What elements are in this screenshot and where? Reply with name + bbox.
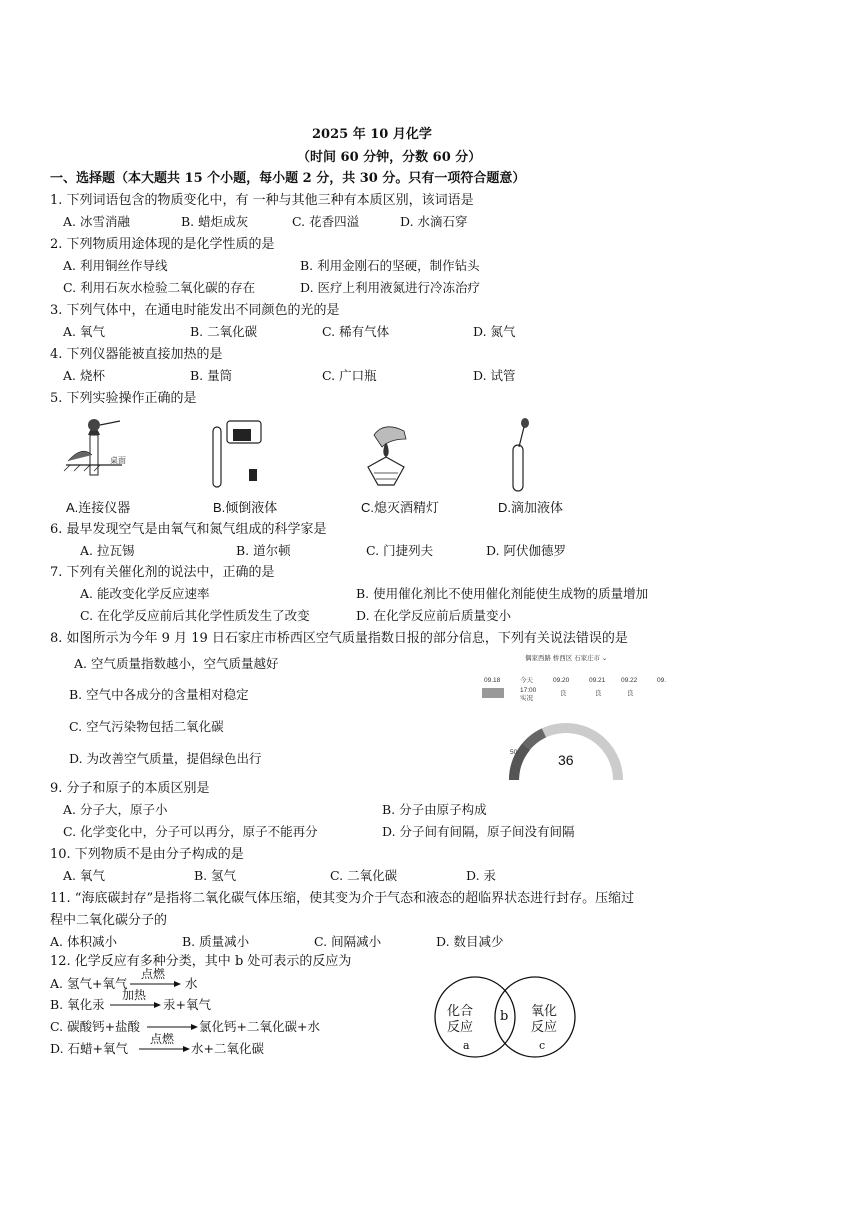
option-b: B. 氢气 <box>194 868 237 883</box>
option-c: C. 广口瓶 <box>322 368 377 383</box>
option-a: A. 分子大，原子小 <box>63 802 168 817</box>
option-b: B. 蜡炬成灰 <box>181 214 249 229</box>
section-heading: 一、选择题（本大题共 15 个小题，每小题 2 分，共 30 分。只有一项符合题意） <box>50 171 526 186</box>
page-title: 2025 年 10 月化学 <box>312 127 432 142</box>
gauge-tick-label: 50 <box>510 749 518 756</box>
day-label: 09.22 <box>621 677 638 684</box>
option-a: A. 能改变化学反应速率 <box>80 586 210 601</box>
question-stem: 4. 下列仪器能被直接加热的是 <box>50 347 223 362</box>
option-b: B. 使用催化剂比不使用催化剂能使生成物的质量增加 <box>356 586 649 601</box>
question-stem: 2. 下列物质用途体现的是化学性质的是 <box>50 237 275 252</box>
option-a: A. 氢气+氧气 <box>50 976 128 991</box>
day-label: 09.21 <box>589 677 606 684</box>
option-d: D. 阿伏伽德罗 <box>486 543 567 558</box>
question-stem-continued: 程中二氧化碳分子的 <box>50 913 168 928</box>
option-d: D.滴加液体 <box>498 500 564 515</box>
option-b: B.倾倒液体 <box>213 500 278 515</box>
day-label: 09.18 <box>484 677 501 684</box>
day-status: 实况 <box>520 695 533 702</box>
option-b: B. 利用金刚石的坚硬，制作钻头 <box>300 258 480 273</box>
option-d: D. 石蜡+氧气 <box>50 1041 128 1056</box>
question-stem: 5. 下列实验操作正确的是 <box>50 391 197 406</box>
reaction-product: 水+二氧化碳 <box>191 1041 264 1056</box>
reaction-arrow <box>139 1045 191 1053</box>
reaction-condition: 点燃 <box>150 1032 175 1046</box>
option-b: B. 空气中各成分的含量相对稳定 <box>69 687 249 702</box>
connect-apparatus-figure <box>62 415 132 490</box>
option-c: C. 利用石灰水检验二氧化碳的存在 <box>63 280 256 295</box>
option-b: B. 二氧化碳 <box>190 324 258 339</box>
option-d: D. 在化学反应前后质量变小 <box>356 608 512 623</box>
option-d: D. 医疗上利用液氮进行冷冻治疗 <box>300 280 481 295</box>
day-label: 09. <box>657 677 667 684</box>
option-c: C. 在化学反应前后其化学性质发生了改变 <box>80 608 310 623</box>
option-c: C. 二氧化碳 <box>330 868 398 883</box>
option-d: D. 数目减少 <box>436 934 504 949</box>
option-d: D. 氮气 <box>473 324 516 339</box>
question-stem: 1. 下列词语包含的物质变化中，有 一种与其他三种有本质区别，该词语是 <box>50 193 474 208</box>
option-a: A. 氧气 <box>63 868 105 883</box>
question-stem: 10. 下列物质不是由分子构成的是 <box>50 847 244 862</box>
day-status: 良 <box>595 690 602 697</box>
location-label: 偶家西路 桥西区 石家庄市 ⌄ <box>525 655 608 662</box>
venn-right-label: 氧化 <box>531 1004 558 1019</box>
option-d: D. 水滴石穿 <box>400 214 468 229</box>
question-stem: 9. 分子和原子的本质区别是 <box>50 781 210 796</box>
option-a: A. 氧气 <box>63 324 105 339</box>
option-a: A. 空气质量指数越小，空气质量越好 <box>74 656 279 671</box>
day-time: 17:00 <box>520 687 537 694</box>
alcohol-lamp-figure <box>354 417 419 495</box>
reaction-condition: 加热 <box>122 988 147 1002</box>
option-c: C. 空气污染物包括二氧化碳 <box>69 719 224 734</box>
day-status: 良 <box>627 690 634 697</box>
day-label: 今天 <box>520 677 533 684</box>
question-stem: 8. 如图所示为今年 9 月 19 日石家庄市桥西区空气质量指数日报的部分信息，下列有关说法错误的是 <box>50 631 628 646</box>
option-d: D. 为改善空气质量，提倡绿色出行 <box>69 751 262 766</box>
reaction-condition: 点燃 <box>141 967 166 981</box>
question-stem: 3. 下列气体中，在通电时能发出不同颜色的光的是 <box>50 303 340 318</box>
option-b: B. 质量减小 <box>182 934 250 949</box>
option-a: A. 利用铜丝作导线 <box>63 258 168 273</box>
reaction-arrow <box>130 980 182 988</box>
drip-liquid-figure <box>505 417 535 495</box>
pour-liquid-figure <box>205 417 270 497</box>
option-a: A. 冰雪消融 <box>63 214 130 229</box>
option-c: C. 稀有气体 <box>322 324 390 339</box>
option-d: D. 试管 <box>473 368 516 383</box>
option-b: B. 量筒 <box>190 368 233 383</box>
reaction-product: 氯化钙+二氧化碳+水 <box>199 1019 320 1034</box>
option-b: B. 氧化汞 <box>50 997 105 1012</box>
question-stem: 6. 最早发现空气是由氧气和氮气组成的科学家是 <box>50 522 327 537</box>
option-c: C. 花香四溢 <box>292 214 360 229</box>
venn-left-tag: a <box>463 1039 470 1052</box>
option-c: C.熄灭酒精灯 <box>361 500 440 515</box>
aqi-value: 36 <box>558 752 574 768</box>
question-stem: 7. 下列有关催化剂的说法中，正确的是 <box>50 565 275 580</box>
reaction-arrow <box>110 1001 162 1009</box>
reaction-arrow <box>147 1023 199 1031</box>
option-b: B. 道尔顿 <box>236 543 291 558</box>
day-label: 09.20 <box>553 677 570 684</box>
option-c: C. 间隔减小 <box>314 934 382 949</box>
option-c: C. 化学变化中，分子可以再分，原子不能再分 <box>63 824 318 839</box>
option-d: D. 分子间有间隔，原子间没有间隔 <box>382 824 575 839</box>
option-a: A. 拉瓦锡 <box>80 543 135 558</box>
venn-right-label: 反应 <box>531 1020 558 1035</box>
option-a: A. 烧杯 <box>63 368 105 383</box>
selected-day-highlight <box>482 688 504 698</box>
venn-left-label: 反应 <box>447 1020 474 1035</box>
question-stem: 11. “海底碳封存”是指将二氧化碳气体压缩，使其变为介于气态和液态的超临界状态进行封存。压缩过 <box>50 891 635 906</box>
question-stem: 12. 化学反应有多种分类，其中 b 处可表示的反应为 <box>50 954 352 969</box>
option-d: D. 汞 <box>466 868 497 883</box>
venn-right-tag: c <box>539 1039 546 1052</box>
option-a: A.连接仪器 <box>66 500 131 515</box>
exam-info: （时间 60 分钟，分数 60 分） <box>297 150 482 165</box>
option-b: B. 分子由原子构成 <box>382 802 487 817</box>
reaction-product: 汞+氧气 <box>163 997 211 1012</box>
option-c: C. 碳酸钙+盐酸 <box>50 1019 141 1034</box>
desk-label: 桌面 <box>110 456 126 465</box>
option-a: A. 体积减小 <box>50 934 117 949</box>
day-status: 良 <box>560 690 567 697</box>
venn-left-label: 化合 <box>447 1004 474 1019</box>
venn-overlap-tag: b <box>500 1009 509 1024</box>
option-c: C. 门捷列夫 <box>366 543 434 558</box>
reaction-product: 水 <box>185 976 198 991</box>
